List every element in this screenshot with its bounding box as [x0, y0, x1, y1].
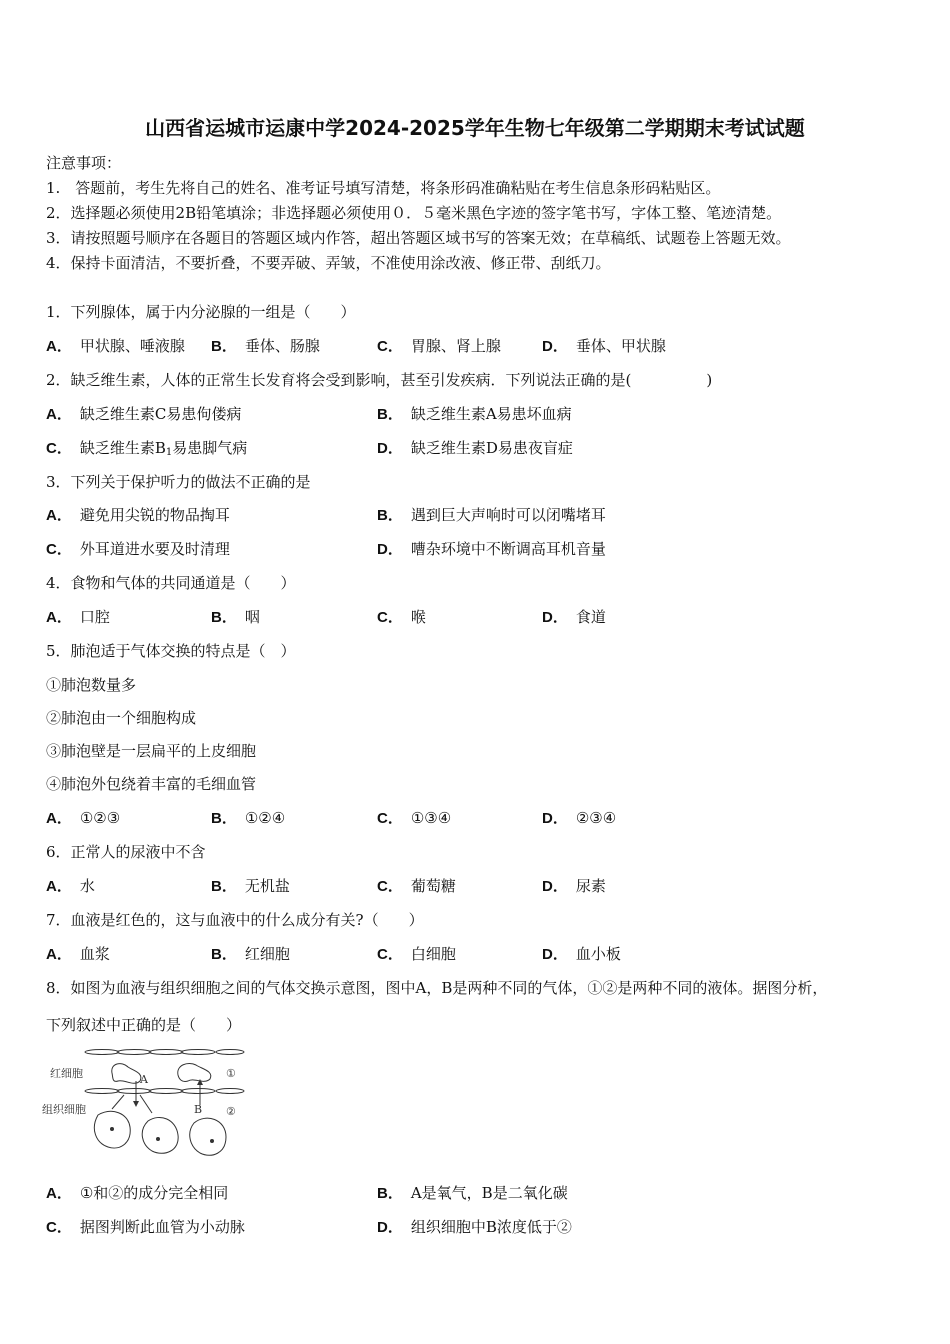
label-fluid-1: ① [226, 1067, 236, 1080]
notice-heading: 注意事项： [46, 154, 122, 172]
option-a: A． 水 [46, 877, 95, 895]
notice-item: 4．保持卡面清洁，不要折叠，不要弄破、弄皱，不准使用涂改液、修正带、刮纸刀。 [46, 254, 611, 272]
question-stem: 5．肺泡适于气体交换的特点是（ ） [46, 642, 296, 660]
option-d: D． 嘈杂环境中不断调高耳机音量 [377, 540, 606, 558]
option-d: D． 组织细胞中B浓度低于② [377, 1218, 572, 1236]
option-c: C． 喉 [377, 608, 426, 626]
option-d: D． 垂体、甲状腺 [542, 337, 666, 355]
question-stem: 1．下列腺体，属于内分泌腺的一组是（ ） [46, 303, 356, 321]
option-a: A． 口腔 [46, 608, 110, 626]
option-b: B． A是氧气，B是二氧化碳 [377, 1184, 568, 1202]
question-stem: 4．食物和气体的共同通道是（ ） [46, 574, 296, 592]
statement: ④肺泡外包绕着丰富的毛细血管 [46, 775, 257, 793]
option-b: B． 咽 [211, 608, 260, 626]
option-a: A． ①和②的成分完全相同 [46, 1184, 229, 1202]
option-c: C． 白细胞 [377, 945, 456, 963]
notice-item: 2．选择题必须使用2B铅笔填涂；非选择题必须使用０．５毫米黑色字迹的签字笔书写，字体工整、笔迹清楚。 [46, 204, 782, 222]
option-b: B． 遇到巨大声响时可以闭嘴堵耳 [377, 506, 606, 524]
question-stem: 7．血液是红色的，这与血液中的什么成分有关?（ ） [46, 911, 424, 929]
option-c: C． ①③④ [377, 809, 452, 827]
question-stem: 8．如图为血液与组织细胞之间的气体交换示意图，图中A，B是两种不同的气体，①②是两种不同的液体。据图分析， [46, 979, 828, 997]
statement: ②肺泡由一个细胞构成 [46, 709, 197, 727]
option-d: D． 食道 [542, 608, 606, 626]
option-a: A． 血浆 [46, 945, 110, 963]
question-stem: 3．下列关于保护听力的做法不正确的是 [46, 473, 311, 491]
label-a: A [140, 1073, 148, 1086]
option-c: C． 胃腺、肾上腺 [377, 337, 501, 355]
label-red-blood-cell: 红细胞 [50, 1067, 83, 1080]
question-stem: 6．正常人的尿液中不含 [46, 843, 206, 861]
notice-item: 1. 答题前，考生先将自己的姓名、准考证号填写清楚，将条形码准确粘贴在考生信息条形码粘贴区。 [46, 179, 721, 197]
option-b: B． 缺乏维生素A易患坏血病 [377, 405, 572, 423]
option-c: C． 缺乏维生素$B_1$易患脚气病 [46, 439, 248, 458]
gas-exchange-figure [40, 1043, 250, 1173]
option-c: C． 外耳道进水要及时清理 [46, 540, 230, 558]
option-a: A． ①②③ [46, 809, 121, 827]
option-a: A． 甲状腺、唾液腺 [46, 337, 185, 355]
option-d: D． 尿素 [542, 877, 606, 895]
notice-item: 3．请按照题号顺序在各题目的答题区域内作答，超出答题区域书写的答案无效；在草稿纸、试题卷上答题无效。 [46, 229, 791, 247]
question-stem-continued: 下列叙述中正确的是（ ） [46, 1016, 242, 1034]
option-b: B． 无机盐 [211, 877, 290, 895]
option-a: A． 避免用尖锐的物品掏耳 [46, 506, 230, 524]
label-fluid-2: ② [226, 1105, 236, 1118]
page-title: 山西省运城市运康中学2024-2025学年生物七年级第二学期期末考试试题 [145, 116, 805, 140]
option-d: D． 血小板 [542, 945, 621, 963]
option-a: A． 缺乏维生素C易患佝偻病 [46, 405, 242, 423]
option-b: B． ①②④ [211, 809, 286, 827]
option-b: B． 垂体、肠腺 [211, 337, 320, 355]
question-stem: 2．缺乏维生素，人体的正常生长发育将会受到影响，甚至引发疾病．下列说法正确的是( ) [46, 371, 713, 389]
option-c: C． 葡萄糖 [377, 877, 456, 895]
option-d: D． 缺乏维生素D易患夜盲症 [377, 439, 573, 457]
label-tissue-cell: 组织细胞 [42, 1103, 86, 1116]
label-b: B [194, 1103, 203, 1116]
statement: ①肺泡数量多 [46, 676, 137, 694]
option-c: C． 据图判断此血管为小动脉 [46, 1218, 245, 1236]
option-d: D． ②③④ [542, 809, 617, 827]
option-b: B． 红细胞 [211, 945, 290, 963]
statement: ③肺泡壁是一层扁平的上皮细胞 [46, 742, 257, 760]
